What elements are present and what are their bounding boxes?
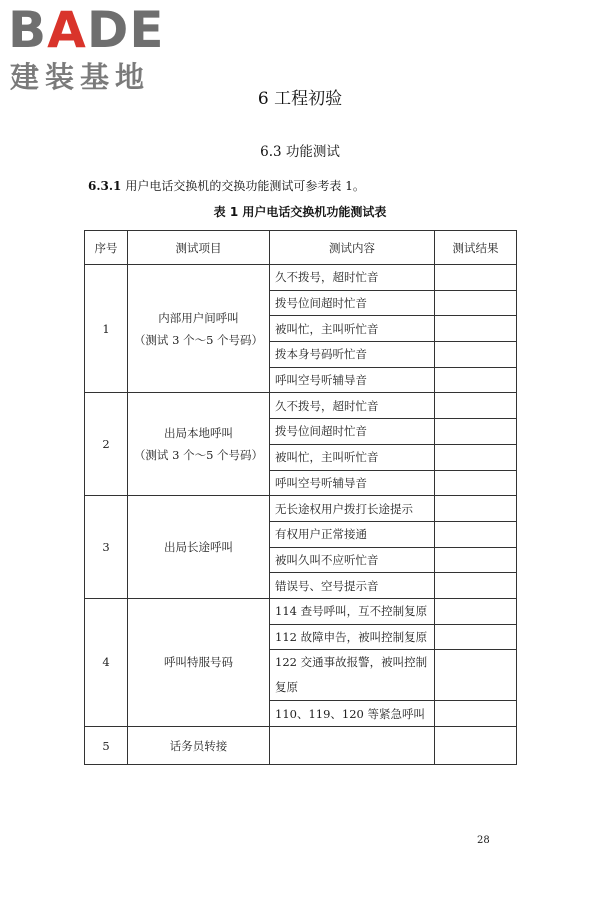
test-result-cell[interactable] bbox=[435, 393, 517, 419]
page-number: 28 bbox=[477, 835, 490, 846]
table-row bbox=[85, 393, 517, 419]
test-content: 被叫忙，主叫听忙音 bbox=[270, 444, 435, 470]
table-row bbox=[85, 496, 517, 522]
test-content: 无长途权用户拨打长途提示 bbox=[270, 496, 435, 522]
test-result-cell[interactable] bbox=[435, 573, 517, 599]
test-item: 出局长途呼叫 bbox=[128, 496, 270, 599]
logo-wordmark: BADE bbox=[8, 1, 165, 59]
header-result: 测试结果 bbox=[435, 231, 517, 265]
row-number: 3 bbox=[85, 496, 128, 599]
test-content: 拨号位间超时忙音 bbox=[270, 419, 435, 445]
row-number: 1 bbox=[85, 265, 128, 393]
test-content: 拨号位间超时忙音 bbox=[270, 290, 435, 316]
chapter-title: 6 工程初验 bbox=[257, 89, 343, 109]
test-result-cell[interactable] bbox=[435, 547, 517, 573]
test-content: 呼叫空号听辅导音 bbox=[270, 470, 435, 496]
bade-logo bbox=[8, 2, 183, 97]
table-row bbox=[85, 727, 517, 765]
test-item: 内部用户间呼叫 （测试 3 个～5 个号码） bbox=[128, 265, 270, 393]
test-content: 错误号、空号提示音 bbox=[270, 573, 435, 599]
header-no: 序号 bbox=[85, 231, 128, 265]
test-content: 122 交通事故报警，被叫控制复原 bbox=[270, 650, 435, 701]
table-header-row bbox=[85, 231, 517, 265]
test-item: 呼叫特服号码 bbox=[128, 598, 270, 726]
table-caption: 表 1 用户电话交换机功能测试表 bbox=[213, 205, 387, 219]
test-item: 话务员转接 bbox=[128, 727, 270, 765]
test-result-cell[interactable] bbox=[435, 367, 517, 393]
test-item: 出局本地呼叫 （测试 3 个～5 个号码） bbox=[128, 393, 270, 496]
test-content: 久不拨号，超时忙音 bbox=[270, 393, 435, 419]
test-result-cell[interactable] bbox=[435, 727, 517, 765]
test-content: 110、119、120 等紧急呼叫 bbox=[270, 701, 435, 727]
test-result-cell[interactable] bbox=[435, 265, 517, 291]
test-result-cell[interactable] bbox=[435, 290, 517, 316]
paragraph-text: 用户电话交换机的交换功能测试可参考表 1。 bbox=[125, 179, 365, 193]
test-result-cell[interactable] bbox=[435, 470, 517, 496]
test-result-cell[interactable] bbox=[435, 496, 517, 522]
logo-subtitle: 建装基地 bbox=[10, 60, 151, 94]
row-number: 2 bbox=[85, 393, 128, 496]
table-row bbox=[85, 265, 517, 291]
paragraph-6-3-1 bbox=[88, 177, 365, 194]
row-number: 5 bbox=[85, 727, 128, 765]
test-result-cell[interactable] bbox=[435, 342, 517, 368]
test-content: 被叫久叫不应听忙音 bbox=[270, 547, 435, 573]
test-content: 呼叫空号听辅导音 bbox=[270, 367, 435, 393]
section-title: 6.3 功能测试 bbox=[260, 144, 340, 160]
table-row bbox=[85, 598, 517, 624]
row-number: 4 bbox=[85, 598, 128, 726]
function-test-table bbox=[84, 230, 517, 765]
test-content: 有权用户正常接通 bbox=[270, 521, 435, 547]
header-item: 测试项目 bbox=[128, 231, 270, 265]
test-content bbox=[270, 727, 435, 765]
test-result-cell[interactable] bbox=[435, 444, 517, 470]
test-result-cell[interactable] bbox=[435, 650, 517, 701]
test-result-cell[interactable] bbox=[435, 701, 517, 727]
test-content: 112 故障申告，被叫控制复原 bbox=[270, 624, 435, 650]
test-content: 114 查号呼叫，互不控制复原 bbox=[270, 598, 435, 624]
test-result-cell[interactable] bbox=[435, 419, 517, 445]
test-content: 久不拨号，超时忙音 bbox=[270, 265, 435, 291]
paragraph-number: 6.3.1 bbox=[88, 179, 122, 193]
header-content: 测试内容 bbox=[270, 231, 435, 265]
test-result-cell[interactable] bbox=[435, 521, 517, 547]
test-content: 拨本身号码听忙音 bbox=[270, 342, 435, 368]
test-result-cell[interactable] bbox=[435, 316, 517, 342]
test-result-cell[interactable] bbox=[435, 598, 517, 624]
test-result-cell[interactable] bbox=[435, 624, 517, 650]
test-content: 被叫忙，主叫听忙音 bbox=[270, 316, 435, 342]
